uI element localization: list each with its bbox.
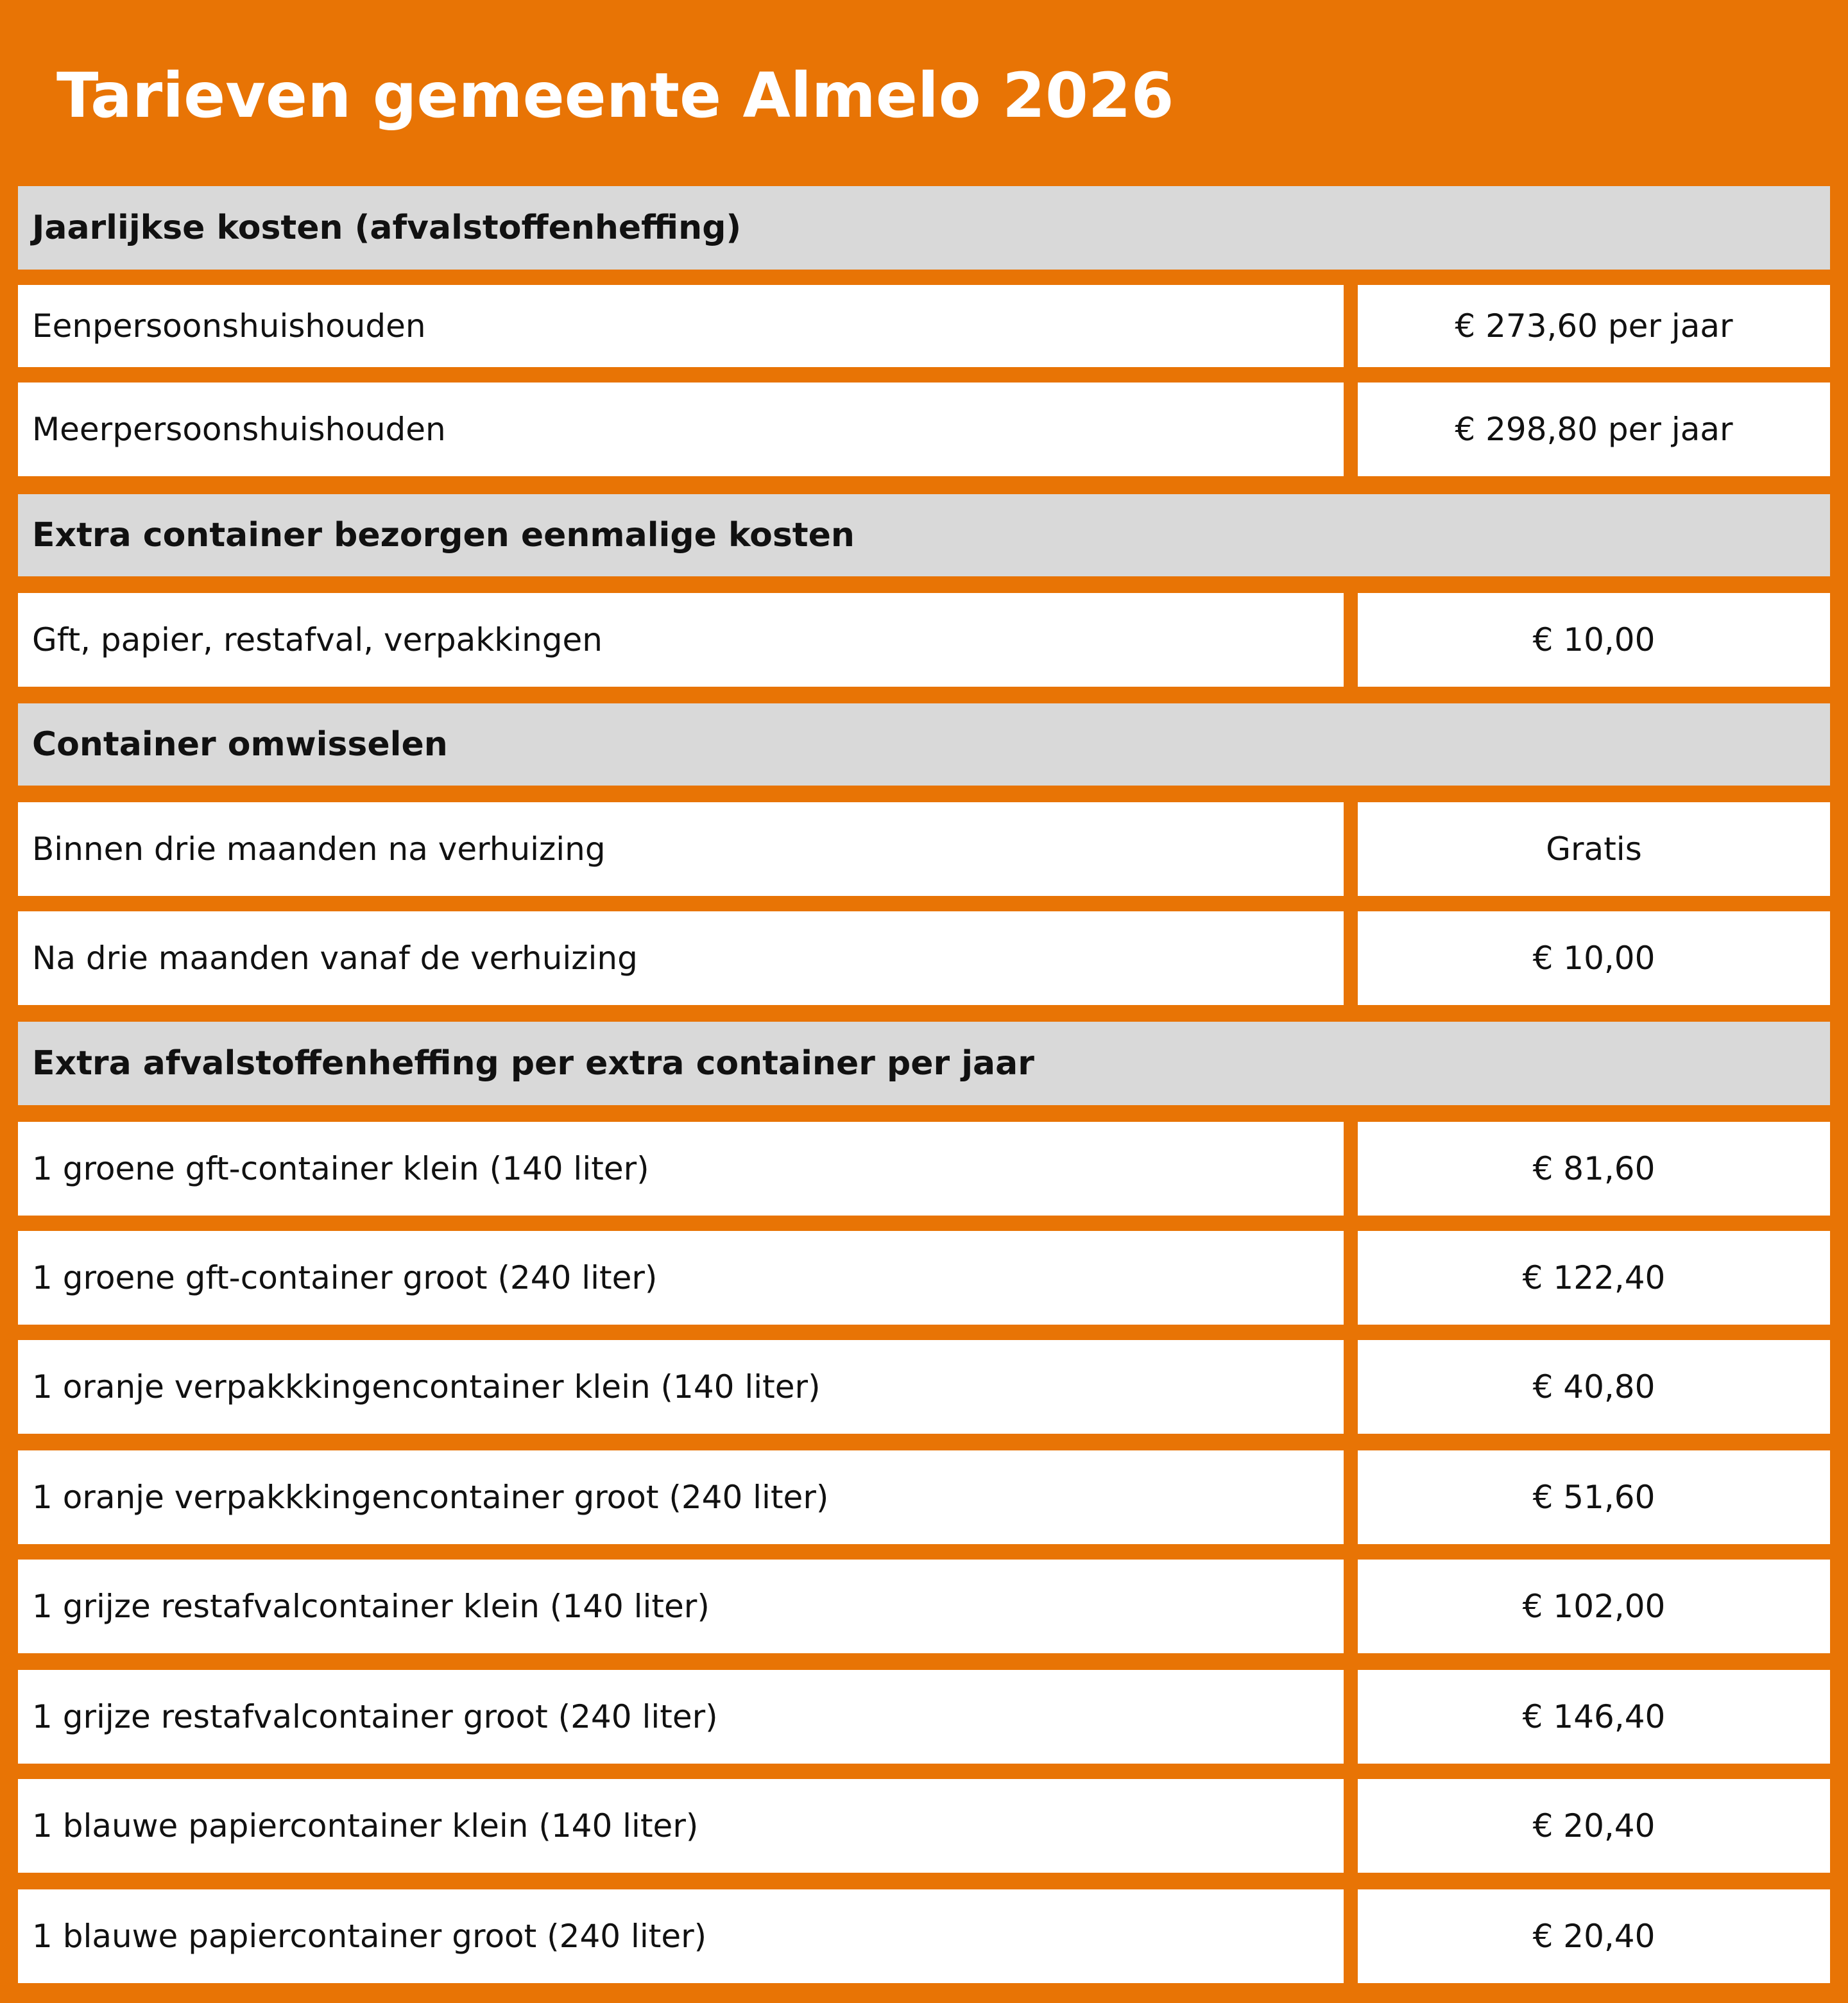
row-label: 1 grijze restafvalcontainer klein (140 liter) <box>18 1560 1344 1653</box>
row-value: € 146,40 <box>1358 1670 1830 1764</box>
row-label: Gft, papier, restafval, verpakkingen <box>18 593 1344 687</box>
row-value: € 20,40 <box>1358 1779 1830 1873</box>
page-title: Tarieven gemeente Almelo 2026 <box>56 60 1174 132</box>
row-value: € 273,60 per jaar <box>1358 285 1830 367</box>
section-header-container-omwisselen: Container omwisselen <box>18 703 1830 786</box>
row-label: 1 oranje verpakkkingencontainer groot (240 liter) <box>18 1450 1344 1544</box>
row-label: Eenpersoonshuishouden <box>18 285 1344 367</box>
row-label: Binnen drie maanden na verhuizing <box>18 802 1344 896</box>
section-header-extra-afvalstoffenheffing: Extra afvalstoffenheffing per extra container per jaar <box>18 1022 1830 1105</box>
row-label: Na drie maanden vanaf de verhuizing <box>18 911 1344 1005</box>
row-value: € 51,60 <box>1358 1450 1830 1544</box>
row-value: € 40,80 <box>1358 1340 1830 1434</box>
row-value: € 102,00 <box>1358 1560 1830 1653</box>
row-label: 1 oranje verpakkkingencontainer klein (140 liter) <box>18 1340 1344 1434</box>
row-value: € 81,60 <box>1358 1122 1830 1216</box>
section-header-jaarlijkse-kosten: Jaarlijkse kosten (afvalstoffenheffing) <box>18 186 1830 270</box>
row-value: Gratis <box>1358 802 1830 896</box>
row-label: 1 grijze restafvalcontainer groot (240 liter) <box>18 1670 1344 1764</box>
row-label: 1 groene gft-container groot (240 liter) <box>18 1231 1344 1325</box>
row-label: 1 groene gft-container klein (140 liter) <box>18 1122 1344 1216</box>
row-value: € 10,00 <box>1358 911 1830 1005</box>
section-header-extra-container-bezorgen: Extra container bezorgen eenmalige kosten <box>18 494 1830 576</box>
row-label: 1 blauwe papiercontainer klein (140 liter) <box>18 1779 1344 1873</box>
row-value: € 298,80 per jaar <box>1358 383 1830 476</box>
row-label: Meerpersoonshuishouden <box>18 383 1344 476</box>
row-value: € 10,00 <box>1358 593 1830 687</box>
row-value: € 20,40 <box>1358 1889 1830 1983</box>
row-value: € 122,40 <box>1358 1231 1830 1325</box>
row-label: 1 blauwe papiercontainer groot (240 liter) <box>18 1889 1344 1983</box>
